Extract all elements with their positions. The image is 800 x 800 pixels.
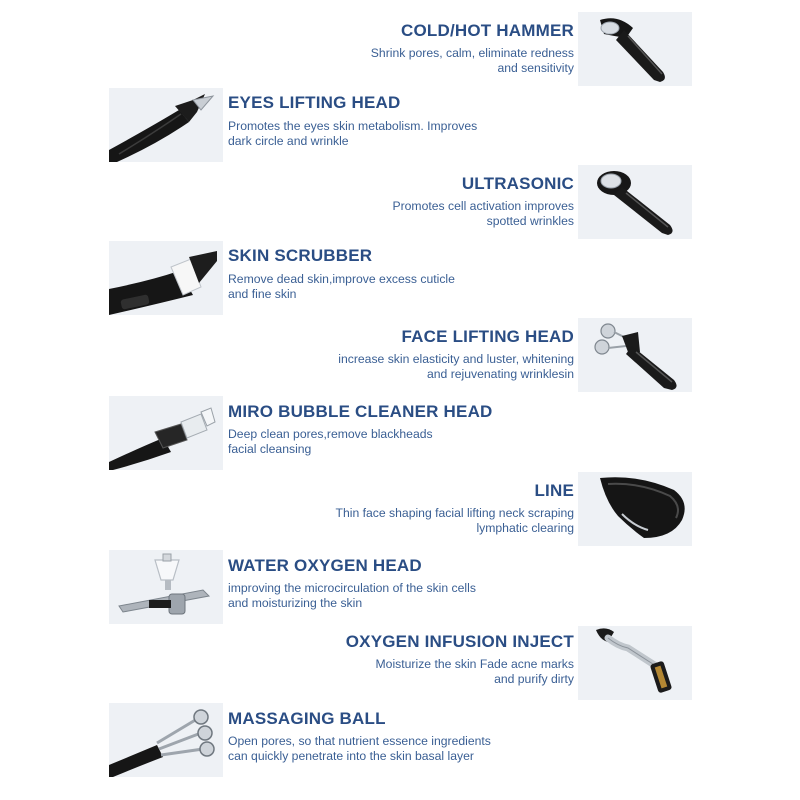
ultrasonic-image bbox=[578, 165, 692, 239]
item-ultrasonic bbox=[0, 165, 800, 241]
item-title: FACE LIFTING HEAD bbox=[401, 327, 574, 346]
massaging-ball-image bbox=[109, 703, 223, 777]
item-description: increase skin elasticity and luster, whitening and rejuvenating wrinklesin bbox=[338, 352, 574, 381]
item-oxygen-infusion-inject bbox=[0, 626, 800, 702]
item-face-lifting-head bbox=[0, 318, 800, 394]
item-title: WATER OXYGEN HEAD bbox=[228, 556, 422, 575]
item-eyes-lifting-head bbox=[0, 88, 800, 164]
item-skin-scrubber bbox=[0, 241, 800, 317]
item-description: Promotes the eyes skin metabolism. Improves dark circle and wrinkle bbox=[228, 119, 478, 148]
miro-bubble-cleaner-head-image bbox=[109, 396, 223, 470]
item-miro-bubble-cleaner-head bbox=[0, 396, 800, 472]
face-lifting-head-image bbox=[578, 318, 692, 392]
item-title: COLD/HOT HAMMER bbox=[401, 21, 574, 40]
item-title: LINE bbox=[534, 481, 574, 500]
item-title: MASSAGING BALL bbox=[228, 709, 386, 728]
item-description: Remove dead skin,improve excess cuticle and fine skin bbox=[228, 272, 455, 301]
skin-scrubber-image bbox=[109, 241, 223, 315]
item-description: Promotes cell activation improves spotted wrinkles bbox=[392, 199, 574, 228]
eyes-lifting-head-image bbox=[109, 88, 223, 162]
item-massaging-ball bbox=[0, 703, 800, 779]
cold-hot-hammer-image bbox=[578, 12, 692, 86]
item-title: EYES LIFTING HEAD bbox=[228, 93, 401, 112]
line-scraper-image bbox=[578, 472, 692, 546]
oxygen-infusion-inject-image bbox=[578, 626, 692, 700]
item-title: MIRO BUBBLE CLEANER HEAD bbox=[228, 402, 493, 421]
item-description: Deep clean pores,remove blackheads facial cleansing bbox=[228, 427, 433, 456]
item-cold-hot-hammer bbox=[0, 12, 800, 88]
item-water-oxygen-head bbox=[0, 550, 800, 626]
water-oxygen-head-image bbox=[109, 550, 223, 624]
item-title: SKIN SCRUBBER bbox=[228, 246, 373, 265]
item-description: Shrink pores, calm, eliminate redness and sensitivity bbox=[370, 46, 574, 75]
item-description: Open pores, so that nutrient essence ingredients can quickly penetrate into the skin basal layer bbox=[228, 734, 491, 763]
item-description: Moisturize the skin Fade acne marks and purify dirty bbox=[375, 657, 574, 686]
item-description: improving the microcirculation of the skin cells and moisturizing the skin bbox=[228, 581, 476, 610]
item-title: ULTRASONIC bbox=[461, 174, 574, 193]
item-title: OXYGEN INFUSION INJECT bbox=[345, 632, 574, 651]
item-line bbox=[0, 472, 800, 548]
item-description: Thin face shaping facial lifting neck scraping lymphatic clearing bbox=[335, 506, 574, 535]
